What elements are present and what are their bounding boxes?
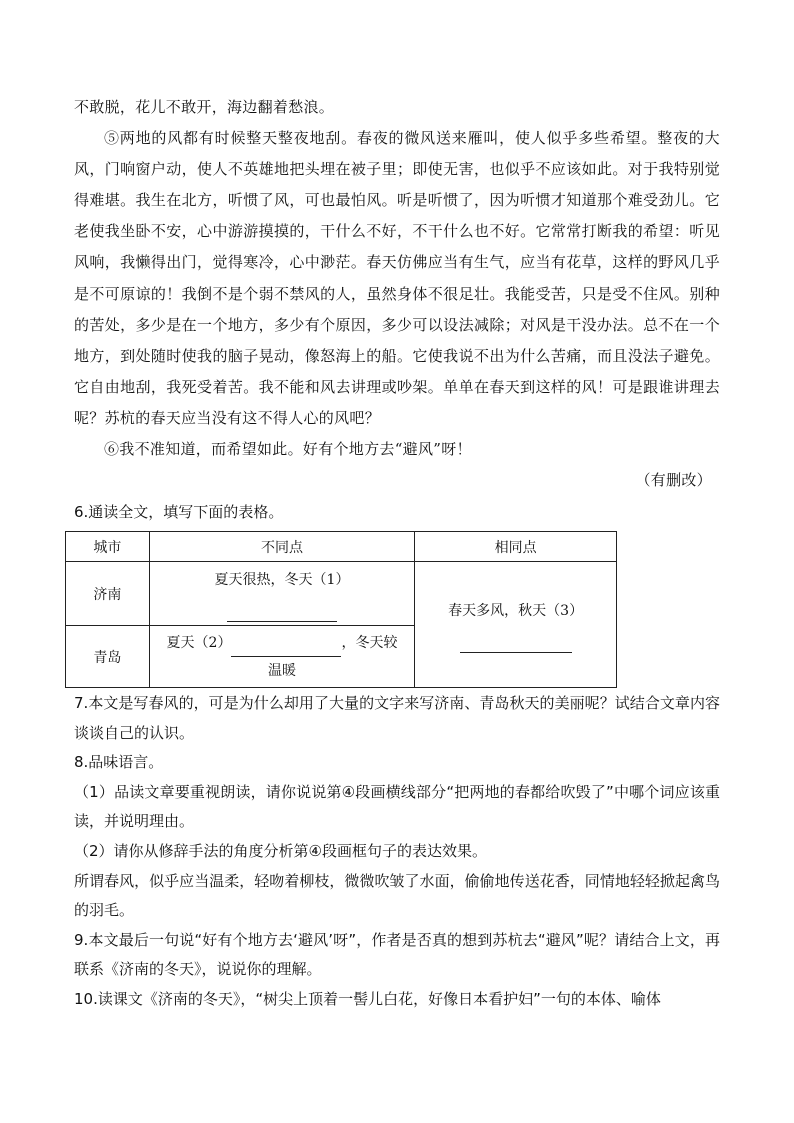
header-difference: 不同点 (149, 532, 415, 562)
essay-paragraph-6: ⑥我不准知道，而希望如此。好有个地方去“避风”呀！ (104, 440, 472, 459)
essay-excerpt (74, 92, 720, 496)
similarity-cell (415, 562, 617, 688)
city-qingdao: 青岛 (66, 626, 150, 688)
blank-1[interactable] (227, 607, 337, 622)
qingdao-difference-text-c: 温暖 (268, 662, 297, 679)
header-city: 城市 (66, 532, 150, 562)
essay-paragraph-5: ⑤两地的风都有时候整天整夜地刮。春夜的微风送来雁叫，使人似乎多些希望。整夜的大风，门响窗户动，使人不英雄地把头埋在被子里；即使无害，也似乎不应该如此。对于我特别觉得难堪。我生在北方，听惯了风，可也最怕风。听是听惯了，因为听惯才知道那个难受劲儿。它老使我坐卧不安，心中游游摸摸的，干什么不好，不干什么也不好。它常常打断我的希望：听见风响，我懒得出门，觉得寒冷，心中渺茫。春天仿佛应当有生气，应当有花草，这样的野风几乎是不可原谅的！我倒不是个弱不禁风的人，虽然身体不很足壮。我能受苦，只是受不住风。别种的苦处，多少是在一个地方，多少有个原因，多少可以设法减除；对风是干没办法。总不在一个地方，到处随时使我的脑子晃动，像怒海上的船。它使我说不出为什么苦痛，而且没法子避免。它自由地刮，我死受着苦。我不能和风去讲理或吵架。单单在春天到这样的风！可是跟谁讲理去呢？苏杭的春天应当没有这不得人心的风吧？ (74, 129, 720, 427)
qingdao-difference-text-b: ，冬天较 (341, 634, 398, 651)
question-8-quote: 所谓春风，似乎应当温柔，轻吻着柳枝，微微吹皱了水面，偷偷地传送花香，同情地轻轻掀起禽鸟的羽毛。 (74, 871, 720, 920)
city-jinan: 济南 (66, 562, 150, 626)
questions-block (74, 689, 720, 1015)
jinan-difference-text: 夏天很热，冬天（1） (214, 571, 350, 588)
similarity-text: 春天多风，秋天（3） (448, 602, 584, 619)
qingdao-difference-cell (149, 626, 415, 688)
qingdao-difference-text-a: 夏天（2） (166, 634, 232, 651)
table-row-jinan (66, 562, 617, 626)
question-10: 10.读课文《济南的冬天》，“树尖上顶着一髻儿白花，好像日本看护妇”一句的本体、喻体 (74, 989, 661, 1008)
table-header-row (66, 532, 617, 562)
header-similarity: 相同点 (415, 532, 617, 562)
question-8: 8.品味语言。 (74, 753, 164, 772)
question-7: 7.本文是写春风的，可是为什么却用了大量的文字来写济南、青岛秋天的美丽呢？试结合文章内容谈谈自己的认识。 (74, 694, 720, 742)
question-9: 9.本文最后一句说“好有个地方去‘避风’呀”，作者是否真的想到苏杭去“避风”呢？请结合上文，再联系《济南的冬天》，说说你的理解。 (74, 930, 720, 979)
question-8-part-2: （2）请你从修辞手法的角度分析第④段画框句子的表达效果。 (74, 841, 487, 860)
question-6-prompt-block (74, 498, 720, 528)
edit-note: （有删改） (635, 471, 712, 490)
comparison-table (65, 531, 617, 688)
essay-line-continued: 不敢脱，花儿不敢开，海边翻着愁浪。 (74, 98, 335, 116)
jinan-difference-cell (149, 562, 415, 626)
question-6-prompt: 6.通读全文，填写下面的表格。 (74, 503, 284, 521)
blank-3[interactable] (460, 638, 572, 653)
question-8-part-1: （1）品读文章要重视朗读，请你说说第④段画横线部分“把两地的春都给吹毁了”中哪个词应该重读，并说明理由。 (74, 782, 720, 831)
blank-2[interactable] (231, 642, 341, 657)
